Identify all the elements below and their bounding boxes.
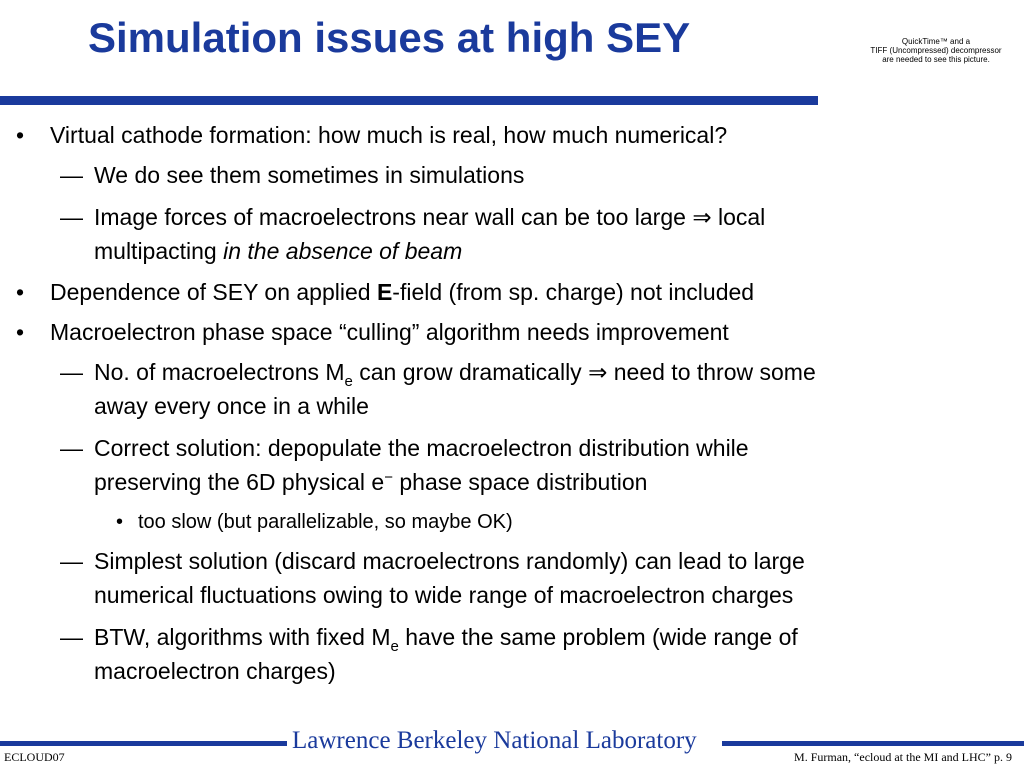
subbullet-image-forces [60, 200, 766, 234]
bullet-text: Dependence of SEY on applied [50, 279, 377, 305]
subscript: e [390, 638, 399, 655]
footer-rule-right [722, 741, 1024, 746]
bullet-text: No. of macroelectrons M [94, 359, 345, 385]
bullet-text: Simplest solution (discard macroelectrons randomly) can lead to large [94, 548, 805, 574]
quicktime-line-2: TIFF (Uncompressed) decompressor [870, 46, 1002, 55]
bullet-text: can grow dramatically [352, 359, 589, 385]
footer-author-page: M. Furman, “ecloud at the MI and LHC” p. 9 [794, 750, 1012, 764]
lbnl-logo: Lawrence Berkeley National Laboratory [292, 727, 697, 754]
bullet-text: -field (from sp. charge) not included [392, 279, 755, 305]
dash-marker: — [60, 359, 83, 385]
bullet-culling [16, 315, 729, 349]
bullet-text: preserving the 6D physical e [94, 469, 385, 495]
quicktime-line-3: are needed to see this picture. [882, 55, 990, 64]
subbullet-simplest-solution-cont [94, 578, 793, 612]
subbullet-simplest-solution [60, 544, 805, 578]
subbullet-image-forces-cont [94, 234, 462, 268]
subbullet-btw-algorithms-cont [94, 654, 336, 688]
subbullet-correct-solution-cont [94, 465, 647, 503]
implies-symbol: ⇒ [692, 204, 712, 230]
dash-marker: — [60, 624, 83, 650]
bullet-text: numerical fluctuations owing to wide range of macroelectron charges [94, 582, 794, 608]
bullet-marker: • [16, 319, 25, 345]
subsubbullet-too-slow [116, 505, 513, 539]
bullet-text: We do see them sometimes in simulations [94, 162, 525, 188]
quicktime-placeholder [846, 37, 1024, 64]
bullet-text: Virtual cathode formation: how much is real, how much numerical? [50, 122, 728, 148]
dash-marker: — [60, 162, 83, 188]
bullet-text: have the same problem (wide range of [398, 624, 798, 650]
subbullet-macroelectron-growth [60, 355, 816, 393]
bullet-sey-dependence [16, 275, 755, 309]
footer-conference: ECLOUD07 [4, 750, 65, 764]
small-bullet-marker: • [116, 511, 124, 533]
title-divider [0, 96, 818, 105]
quicktime-line-1: QuickTime™ and a [901, 37, 971, 46]
subbullet-macroelectron-growth-cont [94, 389, 369, 423]
bullet-marker: • [16, 122, 25, 148]
bullet-text: macroelectron charges) [94, 658, 336, 684]
dash-marker: — [60, 548, 83, 574]
implies-symbol: ⇒ [588, 359, 608, 385]
dash-marker: — [60, 204, 83, 230]
bullet-text: local [711, 204, 766, 230]
bullet-text: BTW, algorithms with fixed M [94, 624, 391, 650]
bullet-text: multipacting [94, 238, 224, 264]
bullet-text: Macroelectron phase space “culling” algorithm needs improvement [50, 319, 729, 345]
bullet-text: need to throw some [607, 359, 816, 385]
subbullet-seen-in-sims [60, 158, 525, 192]
bullet-marker: • [16, 279, 25, 305]
bullet-virtual-cathode [16, 118, 728, 152]
dash-marker: — [60, 435, 83, 461]
italic-text: in the absence of beam [223, 238, 463, 264]
bullet-text: Image forces of macroelectrons near wall can be too large [94, 204, 693, 230]
subbullet-correct-solution [60, 431, 749, 465]
subbullet-btw-algorithms [60, 620, 798, 658]
slide-title: Simulation issues at high SEY [88, 14, 691, 61]
bold-text: E [376, 279, 393, 305]
bullet-text: too slow (but parallelizable, so maybe OK) [138, 511, 513, 533]
footer-rule-left [0, 741, 287, 746]
bullet-text: phase space distribution [392, 469, 648, 495]
bullet-text: away every once in a while [94, 393, 369, 419]
superscript: − [384, 469, 393, 486]
bullet-text: Correct solution: depopulate the macroelectron distribution while [94, 435, 749, 461]
subscript: e [344, 373, 353, 390]
